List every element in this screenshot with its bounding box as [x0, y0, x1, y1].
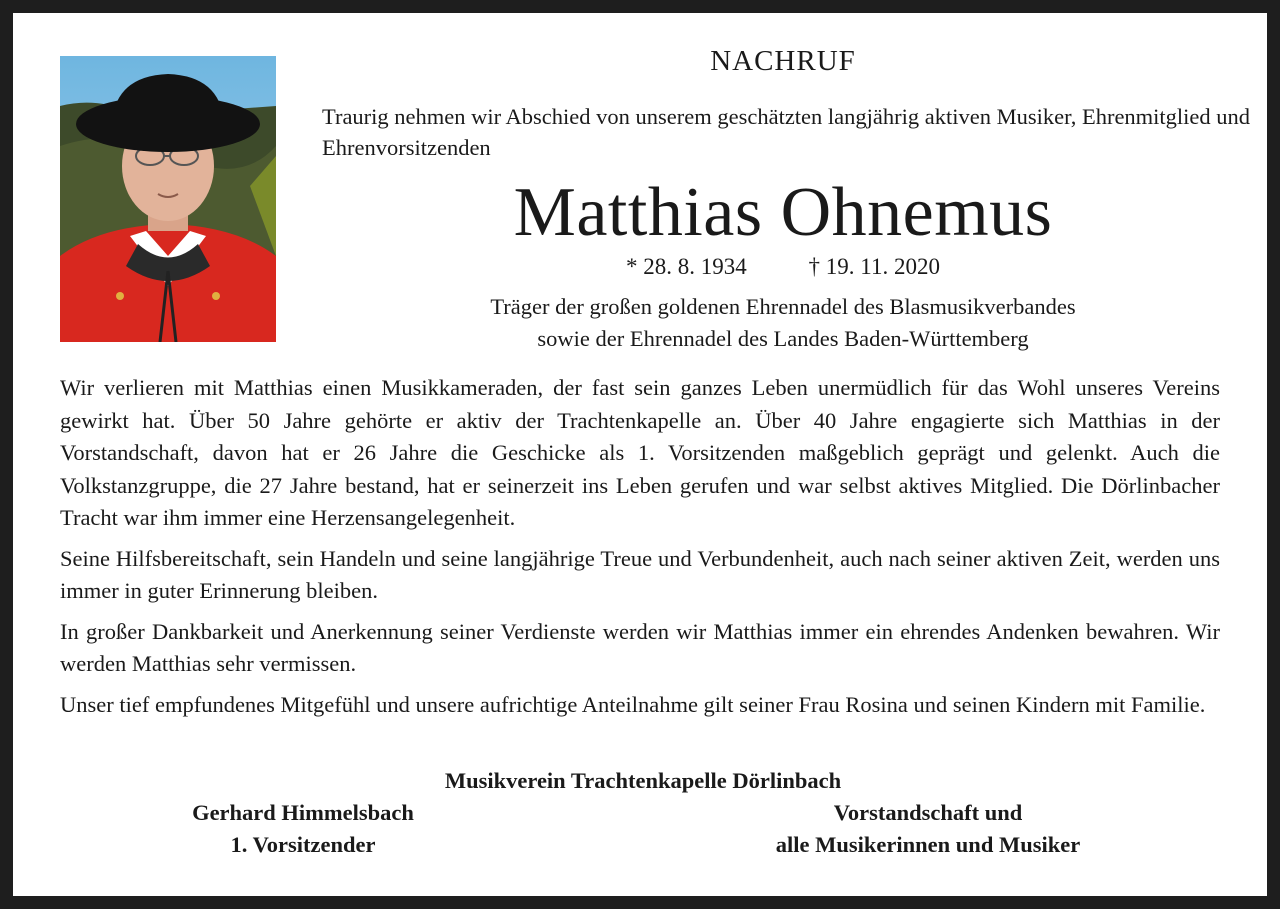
signature-line: Vorstandschaft und	[833, 800, 1023, 825]
paragraph: In großer Dankbarkeit und Anerkennung seiner Verdienste werden wir Matthias immer ein ehrendes Andenken bewahren. Wir werden Matthias sehr vermissen.	[60, 618, 1220, 676]
paragraph: Seine Hilfsbereitschaft, sein Handeln und seine langjährige Treue und Verbundenheit, auch nach seiner aktiven Zeit, werden uns immer in guter Erinnerung bleiben.	[60, 545, 1220, 603]
portrait-photo	[60, 56, 276, 342]
deceased-name: Matthias Ohnemus	[513, 174, 1053, 251]
obituary-notice	[13, 13, 1267, 896]
signature-name: Gerhard Himmelsbach	[192, 800, 414, 825]
obituary-body	[60, 372, 1220, 729]
death-date: † 19. 11. 2020	[808, 254, 940, 279]
paragraph: Unser tief empfundenes Mitgefühl und unsere aufrichtige Anteilnahme gilt seiner Frau Rosina und seinen Kindern mit Familie.	[60, 691, 1206, 717]
signature-board	[723, 797, 1133, 861]
signature-chair	[153, 797, 453, 861]
signature-line: alle Musikerinnen und Musiker	[775, 832, 1081, 857]
organization-name: Musikverein Trachtenkapelle Dörlinbach	[444, 768, 842, 793]
life-dates	[343, 252, 1223, 282]
honors	[343, 291, 1223, 355]
intro-text: Traurig nehmen wir Abschied von unserem geschätzten langjährig aktiven Musiker, Ehrenmitglied und Ehrenvorsitzenden	[322, 104, 1251, 160]
paragraph: Wir verlieren mit Matthias einen Musikkameraden, der fast sein ganzes Leben unermüdlich für das Wohl unseres Vereins gewirkt hat. Über 50 Jahre gehörte er aktiv der Trachtenkapelle an. Über 40 Jahre engagierte sich Matthias in der Vorstandschaft, davon hat er 26 Jahre die Geschicke als 1. Vorsitzenden maßgeblich geprägt und gelenkt. Auch die Volkstanzgruppe, die 27 Jahre bestand, hat er seinerzeit ins Leben gerufen und war selbst aktives Mitglied. Die Dörlinbacher Tracht war ihm immer eine Herzensangelegenheit.	[60, 375, 1220, 530]
signature-role: 1. Vorsitzender	[230, 832, 376, 857]
honor-line: sowie der Ehrennadel des Landes Baden-Württemberg	[537, 326, 1029, 351]
birth-date: * 28. 8. 1934	[626, 254, 747, 279]
honor-line: Träger der großen goldenen Ehrennadel des Blasmusikverbandes	[490, 294, 1076, 319]
notice-heading: NACHRUF	[710, 45, 856, 77]
